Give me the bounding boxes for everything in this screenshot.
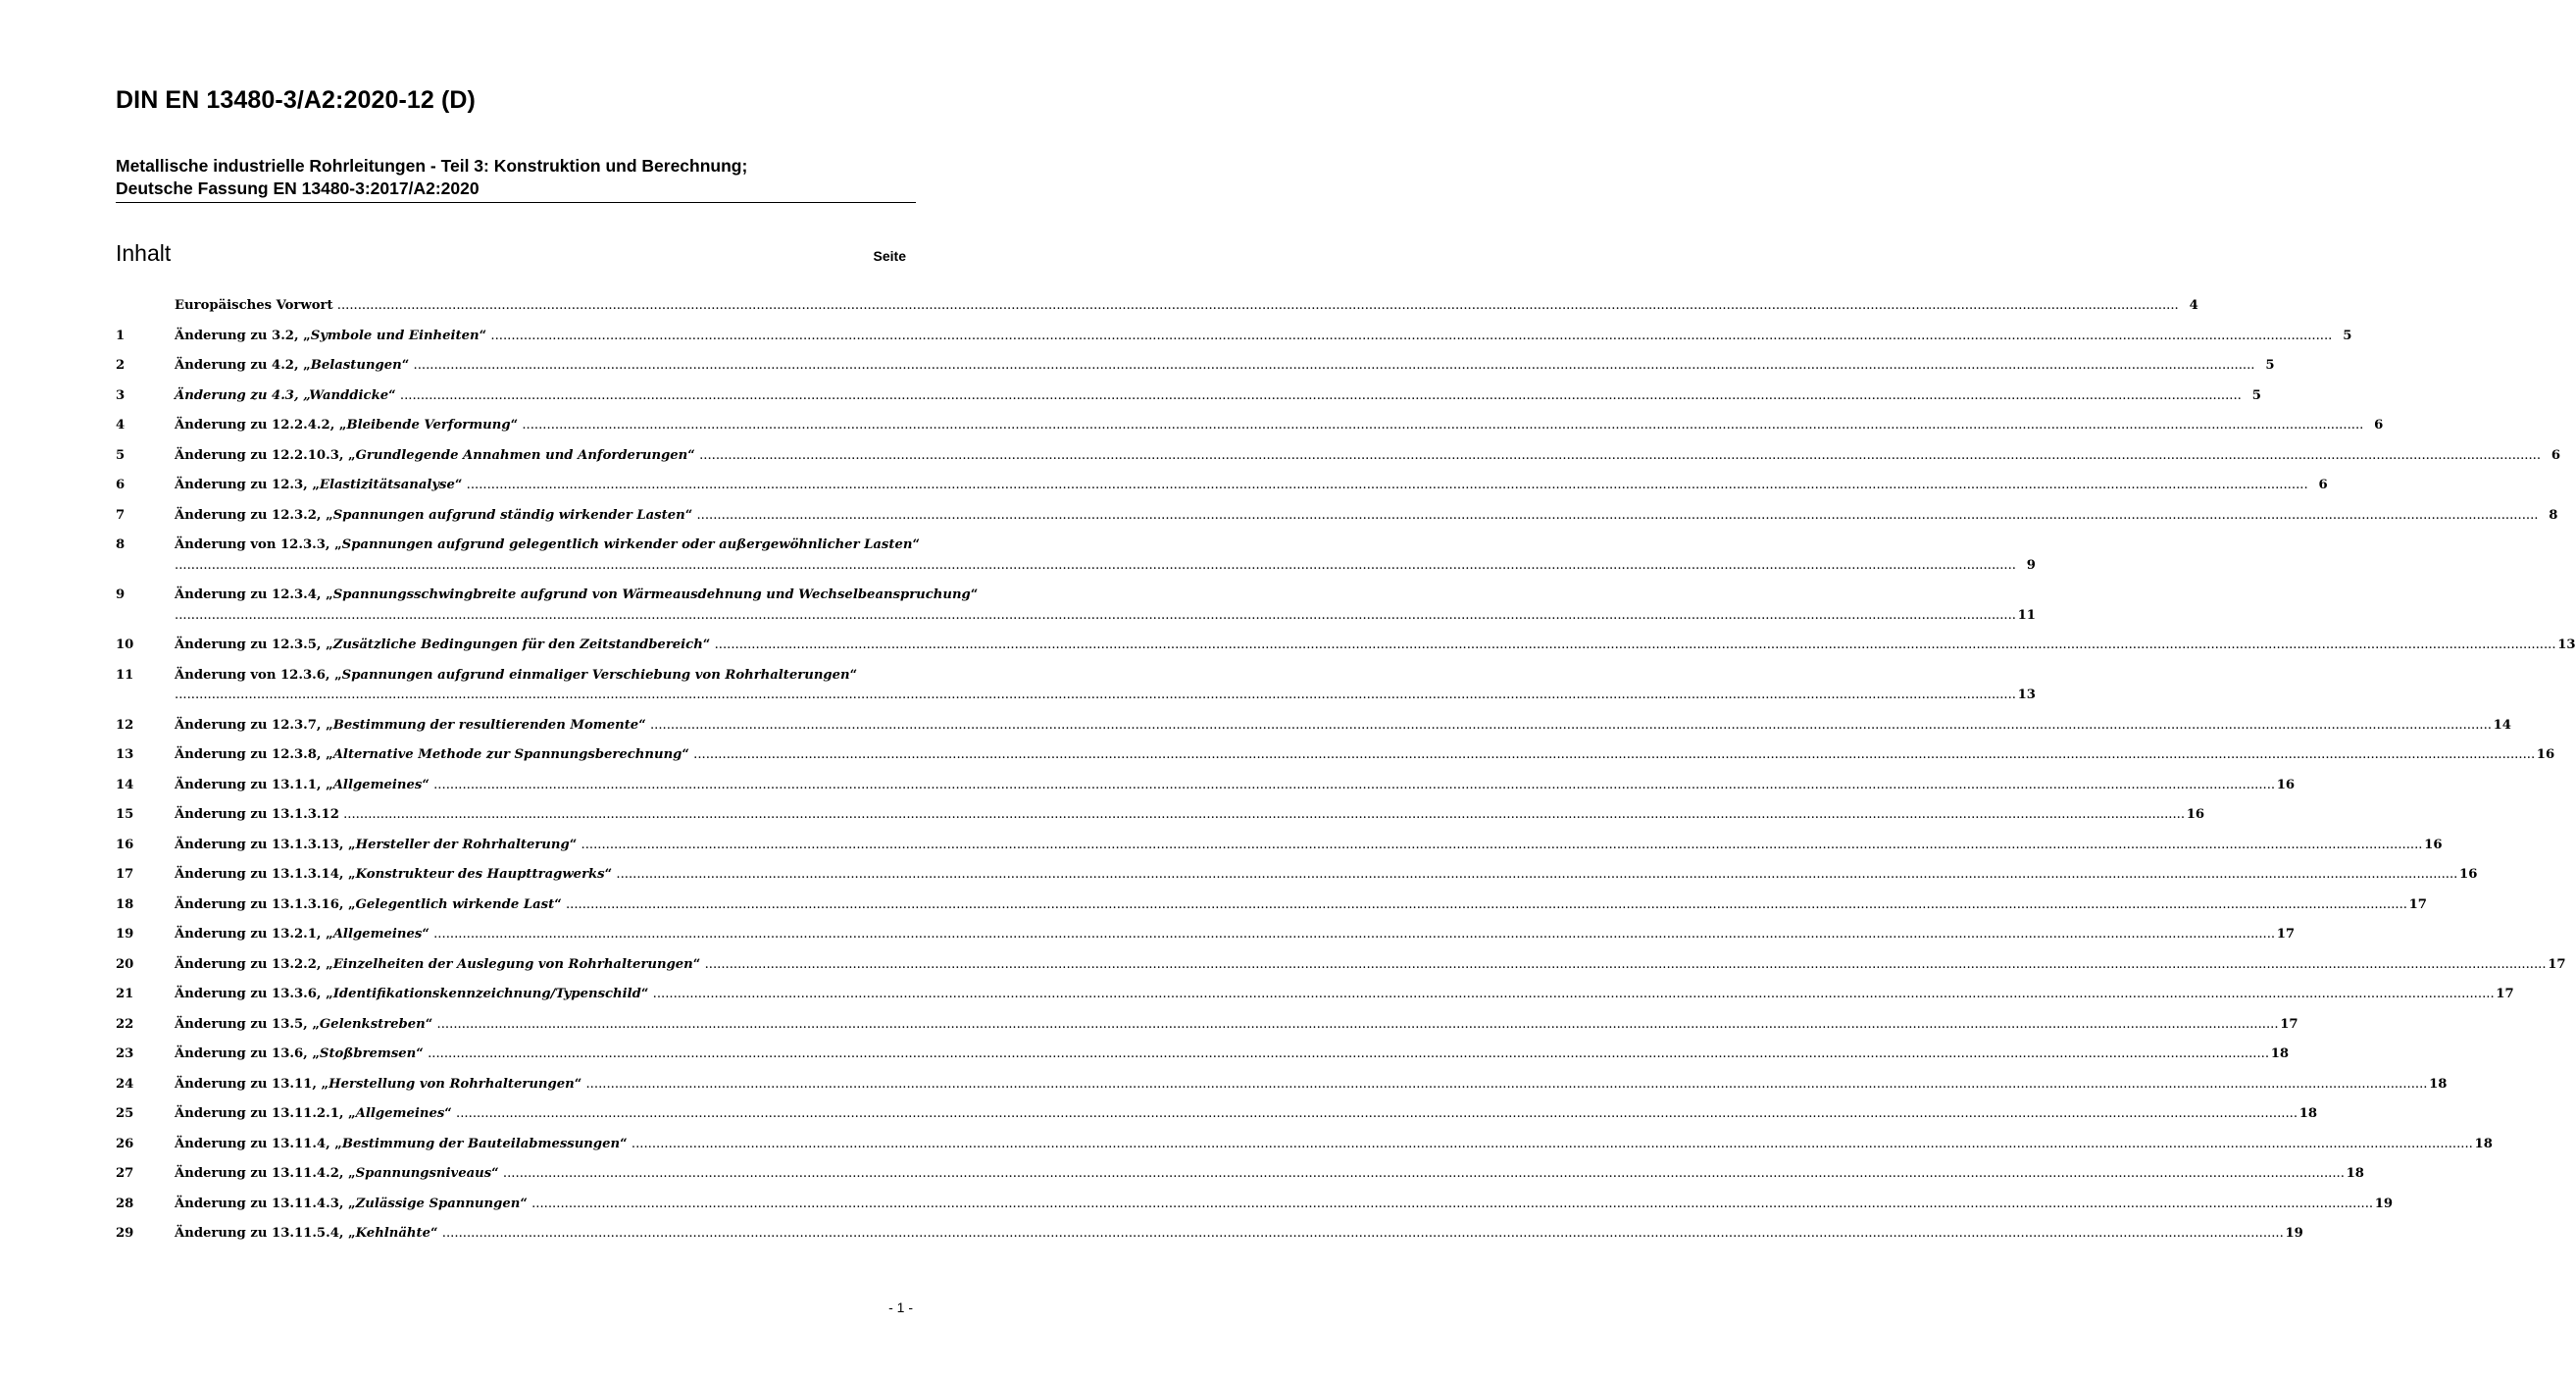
toc-entry[interactable]	[116, 1045, 2290, 1065]
toc-entry-title	[175, 1195, 2373, 1215]
toc-entry-text-wrap	[175, 446, 2560, 467]
toc-entry-close-quote: “	[849, 667, 858, 683]
toc-entry-number: 27	[116, 1166, 134, 1181]
toc-entry-page: 6	[2373, 416, 2383, 436]
toc-entry-body	[175, 865, 2477, 886]
toc-entry-page: 5	[2342, 327, 2351, 347]
toc-entry-body	[175, 716, 2511, 737]
toc-entry-number: 9	[116, 587, 126, 602]
toc-entry-lead: Änderung zu 12.3.2, „	[175, 507, 333, 523]
toc-entry-lead: Änderung zu 12.3, „	[175, 478, 320, 492]
toc-entry-lead: Änderung zu 12.2.4.2, „	[175, 418, 347, 433]
toc-entry-page: 17	[2495, 985, 2513, 1005]
toc-entry-body	[175, 1224, 2303, 1245]
toc-entry[interactable]	[116, 386, 2261, 407]
toc-entry-title	[175, 985, 2495, 1005]
toc-entry-body	[175, 296, 2198, 317]
toc-entry-close-quote: “	[692, 956, 701, 972]
toc-entry-close-quote: “	[970, 587, 979, 602]
toc-entry-number: 26	[116, 1136, 134, 1151]
toc-entry-close-quote: “	[702, 637, 711, 652]
toc-entry-page: 16	[2536, 745, 2554, 766]
toc-entry-lead: Änderung zu 12.3.8, „	[175, 747, 333, 762]
toc-entry-lead: Änderung zu 13.11.2.1, „	[175, 1106, 356, 1121]
toc-entry-page: 6	[2551, 446, 2560, 467]
toc-entry-text-wrap	[175, 1135, 2493, 1155]
toc-entry-title	[175, 955, 2547, 976]
toc-entry-lead: Änderung zu 13.1.3.12	[175, 807, 339, 822]
toc-entry-close-quote: “	[479, 328, 487, 343]
toc-entry-text-wrap	[175, 925, 2295, 945]
toc-entry[interactable]	[116, 416, 2384, 436]
toc-entry-title	[175, 1224, 2284, 1245]
toc-entry-page: 18	[2474, 1135, 2493, 1155]
table-of-contents	[116, 296, 2576, 1254]
toc-entry-number: 12	[116, 717, 134, 733]
toc-entry[interactable]	[116, 985, 2514, 1005]
toc-entry-close-quote: “	[510, 418, 519, 433]
toc-entry-italic: Herstellung von Rohrhalterungen	[328, 1076, 575, 1092]
toc-entry-number: 16	[116, 837, 134, 852]
toc-entry[interactable]	[116, 955, 2566, 976]
toc-entry-lead: Änderung zu 13.1.3.14, „	[175, 867, 356, 882]
toc-entry-page: 18	[2346, 1164, 2364, 1185]
toc-entry[interactable]	[116, 895, 2427, 916]
toc-entry-title	[175, 836, 2423, 856]
toc-entry-page: 16	[2423, 836, 2442, 856]
toc-entry-text-wrap	[175, 745, 2554, 766]
toc-entry-close-quote: “	[554, 896, 562, 912]
toc-entry-lead: Änderung zu 13.5, „	[175, 1016, 320, 1032]
toc-entry-title	[175, 327, 2332, 347]
toc-entry-lead: Europäisches Vorwort	[175, 298, 333, 313]
toc-entry[interactable]	[116, 296, 2198, 317]
toc-entry[interactable]	[116, 327, 2352, 347]
title-divider	[116, 202, 916, 203]
document-title: DIN EN 13480-3/A2:2020-12 (D)	[116, 86, 476, 114]
toc-entry-italic: Zulässige Spannungen	[355, 1196, 521, 1211]
toc-entry[interactable]	[116, 1164, 2364, 1185]
toc-entry-text-wrap	[175, 416, 2383, 436]
toc-entry-text-wrap	[175, 666, 2036, 706]
toc-entry-body	[175, 416, 2383, 436]
toc-entry[interactable]	[116, 716, 2511, 737]
toc-entry-body	[175, 586, 2036, 626]
toc-entry[interactable]	[116, 776, 2296, 796]
toc-entry-number: 11	[116, 667, 134, 683]
toc-entry-close-quote: “	[684, 507, 693, 523]
toc-entry-close-quote: “	[604, 867, 613, 882]
toc-entry-body	[175, 776, 2295, 796]
toc-entry-title	[175, 666, 2016, 706]
toc-entry-body	[175, 895, 2427, 916]
toc-entry-italic: Belastungen	[310, 358, 402, 373]
toc-entry-title	[175, 446, 2541, 467]
toc-entry-title	[175, 925, 2275, 945]
toc-entry-title	[175, 805, 2185, 826]
toc-entry-text-wrap	[175, 865, 2477, 886]
toc-entry-close-quote: “	[638, 717, 646, 733]
toc-entry-close-quote: “	[574, 1076, 582, 1092]
toc-entry-title	[175, 776, 2275, 796]
toc-entry-lead: Änderung zu 12.2.10.3, „	[175, 447, 356, 463]
toc-entry-page: 17	[2408, 895, 2427, 916]
toc-entry-italic: Zusätzliche Bedingungen für den Zeitstandbereich	[332, 637, 703, 652]
toc-entry-lead: Änderung zu 13.2.1, „	[175, 927, 333, 942]
toc-entry-text-wrap	[175, 356, 2275, 377]
toc-entry-number: 19	[116, 927, 134, 942]
toc-entry-body	[175, 1045, 2289, 1065]
toc-entry-number: 15	[116, 807, 134, 822]
toc-entry-title	[175, 1135, 2473, 1155]
toc-entry-lead: Änderung zu 13.1.1, „	[175, 777, 333, 792]
toc-entry-close-quote: “	[425, 1016, 433, 1032]
toc-entry-lead: Änderung zu 13.11.4, „	[175, 1136, 342, 1151]
toc-entry-close-quote: “	[912, 537, 921, 552]
toc-entry-title	[175, 1045, 2269, 1065]
toc-entry-body	[175, 1195, 2393, 1215]
page-column-label: Seite	[873, 248, 906, 264]
toc-entry-title	[175, 386, 2242, 407]
toc-entry-italic: Hersteller der Rohrhalterung	[355, 837, 570, 852]
toc-entry-number: 28	[116, 1196, 134, 1211]
toc-heading: Inhalt	[116, 240, 172, 266]
toc-entry[interactable]	[116, 586, 2036, 626]
toc-entry-text-wrap	[175, 955, 2566, 976]
toc-entry-page: 18	[2298, 1104, 2317, 1125]
toc-entry[interactable]	[116, 1224, 2303, 1245]
toc-entry-lead: Änderung zu 12.3.5, „	[175, 637, 333, 652]
toc-entry-body	[175, 1075, 2447, 1096]
toc-entry-lead: Änderung zu 13.1.3.13, „	[175, 837, 356, 852]
toc-entry[interactable]	[116, 446, 2561, 467]
toc-entry-title	[175, 586, 2016, 626]
toc-entry-text-wrap	[175, 1195, 2393, 1215]
toc-entry-close-quote: “	[401, 358, 410, 373]
toc-entry-title	[175, 636, 2556, 656]
toc-entry-text-wrap	[175, 506, 2557, 527]
toc-entry-lead: Änderung zu 13.6, „	[175, 1046, 320, 1061]
toc-entry[interactable]	[116, 1135, 2493, 1155]
toc-entry-number: 13	[116, 747, 134, 762]
toc-entry-text-wrap	[175, 805, 2204, 826]
toc-entry[interactable]	[116, 535, 2036, 576]
toc-entry-text-wrap	[175, 476, 2328, 496]
toc-entry-title	[175, 1075, 2427, 1096]
toc-entry-body	[175, 955, 2566, 976]
toc-entry-page: 13	[2556, 636, 2575, 656]
toc-entry-lead: Änderung zu 13.11.4.3, „	[175, 1196, 356, 1211]
toc-entry-page: 9	[2026, 556, 2036, 577]
toc-entry-lead: Änderung zu 13.3.6, „	[175, 987, 333, 1001]
toc-entry-page: 8	[2548, 506, 2557, 527]
toc-entry-italic: Grundlegende Annahmen und Anforderungen	[355, 447, 688, 463]
toc-entry[interactable]	[116, 836, 2443, 856]
toc-entry-number: 17	[116, 867, 134, 882]
toc-entry-body	[175, 1015, 2298, 1036]
toc-entry-body	[175, 535, 2036, 576]
toc-entry-body	[175, 1104, 2317, 1125]
toc-entry-page: 16	[2186, 805, 2204, 826]
toc-entry-lead: Änderung zu 13.2.2, „	[175, 956, 333, 972]
toc-entry-text-wrap	[175, 535, 2036, 576]
toc-entry-page: 19	[2374, 1195, 2393, 1215]
toc-entry-page: 19	[2284, 1224, 2302, 1245]
toc-entry-italic: Konstrukteur des Haupttragwerks	[355, 867, 605, 882]
toc-entry-close-quote: “	[444, 1106, 452, 1121]
toc-entry-title	[175, 356, 2255, 377]
toc-entry-page: 11	[2017, 606, 2036, 627]
toc-entry[interactable]	[116, 636, 2576, 656]
toc-entry-italic: Spannungsschwingbreite aufgrund von Wärmeausdehnung und Wechselbeanspruchung	[332, 587, 971, 602]
toc-entry-page: 5	[2251, 386, 2261, 407]
toc-entry-close-quote: “	[416, 1046, 424, 1061]
toc-entry-italic: Einzelheiten der Auslegung von Rohrhalterungen	[332, 956, 693, 972]
toc-entry-body	[175, 1135, 2493, 1155]
toc-entry-italic: Allgemeines	[355, 1106, 445, 1121]
toc-entry-text-wrap	[175, 895, 2427, 916]
toc-entry-lead: Änderung zu 12.3.7, „	[175, 717, 333, 733]
toc-entry-italic: Spannungen aufgrund ständig wirkender Lasten	[332, 507, 685, 523]
toc-entry-number: 18	[116, 896, 134, 912]
toc-entry-body	[175, 1164, 2364, 1185]
subtitle-line-1: Metallische industrielle Rohrleitungen - Teil 3: Konstruktion und Berechnung;	[116, 156, 748, 176]
toc-entry-close-quote: “	[687, 447, 695, 463]
toc-entry-body	[175, 446, 2560, 467]
toc-entry-number: 20	[116, 956, 134, 972]
toc-entry-title	[175, 895, 2407, 916]
toc-entry-close-quote: “	[430, 1226, 438, 1241]
toc-entry-italic: Identifikationskennzeichnung/Typenschild	[332, 987, 641, 1001]
toc-entry-title	[175, 1164, 2345, 1185]
toc-entry-title	[175, 416, 2363, 436]
toc-entry-text-wrap	[175, 1164, 2364, 1185]
toc-entry-title	[175, 1104, 2298, 1125]
toc-entry-title	[175, 745, 2535, 766]
toc-entry-italic: Kehlnähte	[355, 1226, 431, 1241]
toc-entry-page: 17	[2279, 1015, 2298, 1036]
toc-entry-number: 25	[116, 1106, 134, 1121]
toc-entry-page: 6	[2317, 476, 2327, 496]
toc-entry-body	[175, 636, 2576, 656]
toc-entry-body	[175, 836, 2443, 856]
toc-entry[interactable]	[116, 476, 2328, 496]
toc-entry-text-wrap	[175, 836, 2443, 856]
toc-entry-text-wrap	[175, 1045, 2289, 1065]
toc-entry-page: 17	[2276, 925, 2295, 945]
toc-entry-lead: Änderung zu 13.11.4.2, „	[175, 1166, 356, 1181]
toc-entry-body	[175, 327, 2351, 347]
toc-entry-number: 29	[116, 1226, 134, 1241]
toc-entry-number: 21	[116, 987, 134, 1001]
toc-entry[interactable]	[116, 745, 2555, 766]
toc-entry[interactable]	[116, 805, 2205, 826]
toc-entry-close-quote: “	[620, 1136, 628, 1151]
toc-entry-text-wrap	[175, 716, 2511, 737]
toc-entry[interactable]	[116, 1075, 2448, 1096]
toc-entry-text-wrap	[175, 386, 2261, 407]
toc-entry-number: 7	[116, 507, 126, 523]
toc-entry-page: 16	[2276, 776, 2295, 796]
toc-entry-italic: Allgemeines	[332, 927, 423, 942]
toc-entry-close-quote: “	[388, 387, 396, 403]
toc-entry-close-quote: “	[422, 777, 429, 792]
toc-entry-italic: Gelegentlich wirkende Last	[355, 896, 555, 912]
toc-entry[interactable]	[116, 356, 2275, 377]
toc-entry-title	[175, 296, 2179, 317]
toc-entry-body	[175, 356, 2275, 377]
toc-entry-lead: Änderung zu 12.3.4, „	[175, 587, 333, 602]
toc-entry-italic: Bleibende Verformung	[346, 418, 511, 433]
toc-entry-title	[175, 535, 2016, 576]
toc-entry-page: 13	[2017, 686, 2036, 706]
toc-entry-number: 22	[116, 1016, 134, 1032]
subtitle-line-2: Deutsche Fassung EN 13480-3:2017/A2:2020	[116, 178, 480, 198]
toc-entry-close-quote: “	[454, 478, 463, 492]
toc-entry-page: 4	[2189, 296, 2198, 317]
toc-entry-number: 2	[116, 358, 126, 373]
toc-entry-close-quote: “	[520, 1196, 528, 1211]
toc-entry-close-quote: “	[569, 837, 578, 852]
toc-entry-italic: Spannungen aufgrund gelegentlich wirkender oder außergewöhnlicher Lasten	[341, 537, 913, 552]
toc-entry-number: 8	[116, 537, 126, 552]
toc-entry-body	[175, 985, 2514, 1005]
toc-entry-text-wrap	[175, 1104, 2317, 1125]
toc-entry-italic: Spannungsniveaus	[355, 1166, 492, 1181]
toc-entry-number: 5	[116, 447, 126, 463]
toc-entry-italic: Spannungen aufgrund einmaliger Verschiebung von Rohrhalterungen	[341, 667, 850, 683]
toc-entry-page: 14	[2493, 716, 2511, 737]
toc-entry-page: 5	[2264, 356, 2274, 377]
toc-entry[interactable]	[116, 506, 2558, 527]
toc-entry[interactable]	[116, 925, 2296, 945]
toc-entry-page: 18	[2270, 1045, 2289, 1065]
toc-entry-text-wrap	[175, 1224, 2303, 1245]
toc-entry-page: 16	[2458, 865, 2477, 886]
toc-entry-body	[175, 745, 2554, 766]
toc-entry-text-wrap	[175, 586, 2036, 626]
toc-entry[interactable]	[116, 865, 2478, 886]
toc-entry-italic: Bestimmung der Bauteilabmessungen	[341, 1136, 621, 1151]
toc-entry-number: 23	[116, 1046, 134, 1061]
toc-entry-close-quote: “	[640, 987, 649, 1001]
toc-entry-body	[175, 476, 2328, 496]
toc-entry-lead: Änderung zu 13.1.3.16, „	[175, 896, 356, 912]
toc-entry-body	[175, 506, 2557, 527]
toc-entry-lead: Änderung zu 13.11.5.4, „	[175, 1226, 356, 1241]
toc-entry-text-wrap	[175, 985, 2514, 1005]
toc-entry-lead: Änderung von 12.3.6, „	[175, 667, 342, 683]
toc-entry-italic: Allgemeines	[332, 777, 423, 792]
toc-entry-italic: Bestimmung der resultierenden Momente	[332, 717, 639, 733]
toc-entry-body	[175, 925, 2295, 945]
toc-entry-page: 18	[2428, 1075, 2447, 1096]
toc-entry-number: 10	[116, 637, 134, 652]
toc-entry-close-quote: “	[491, 1166, 499, 1181]
toc-entry-text-wrap	[175, 1075, 2447, 1096]
toc-entry-close-quote: “	[422, 927, 429, 942]
toc-entry-number: 14	[116, 777, 134, 792]
toc-entry-number: 4	[116, 418, 126, 433]
toc-entry[interactable]	[116, 666, 2036, 706]
toc-entry-title	[175, 865, 2457, 886]
toc-entry-italic: Elastizitätsanalyse	[319, 478, 455, 492]
toc-entry-italic: Stoßbremsen	[319, 1046, 417, 1061]
toc-entry-number: 3	[116, 387, 126, 403]
toc-entry-page: 17	[2547, 955, 2565, 976]
toc-entry-title	[175, 716, 2492, 737]
toc-entry[interactable]	[116, 1195, 2394, 1215]
toc-entry-lead: Änderung zu 4.2, „	[175, 358, 311, 373]
toc-entry-title	[175, 1015, 2279, 1036]
toc-entry[interactable]	[116, 1015, 2298, 1036]
toc-entry-text-wrap	[175, 776, 2295, 796]
page-number: - 1 -	[888, 1300, 913, 1315]
toc-entry[interactable]	[116, 1104, 2318, 1125]
toc-entry-text-wrap	[175, 636, 2576, 656]
toc-entry-lead: Änderung zu 13.11, „	[175, 1076, 329, 1092]
toc-entry-italic: Gelenkstreben	[319, 1016, 426, 1032]
toc-entry-text-wrap	[175, 327, 2351, 347]
document-subtitle	[116, 155, 747, 200]
toc-entry-lead: Änderung zu 3.2, „	[175, 328, 311, 343]
toc-entry-text-wrap	[175, 1015, 2298, 1036]
toc-entry-number: 1	[116, 328, 126, 343]
toc-entry-body	[175, 805, 2204, 826]
toc-entry-title	[175, 506, 2538, 527]
toc-entry-text-wrap	[175, 296, 2198, 317]
toc-entry-italic: Änderung zu 4.3, „Wanddicke	[175, 387, 389, 403]
toc-entry-close-quote: “	[682, 747, 689, 762]
toc-entry-italic: Alternative Methode zur Spannungsberechnung	[332, 747, 682, 762]
toc-entry-number: 24	[116, 1076, 134, 1092]
toc-entry-body	[175, 386, 2261, 407]
toc-entry-number: 6	[116, 478, 126, 492]
toc-entry-italic: Symbole und Einheiten	[310, 328, 480, 343]
toc-entry-body	[175, 666, 2036, 706]
toc-entry-lead: Änderung von 12.3.3, „	[175, 537, 342, 552]
toc-entry-title	[175, 476, 2308, 496]
